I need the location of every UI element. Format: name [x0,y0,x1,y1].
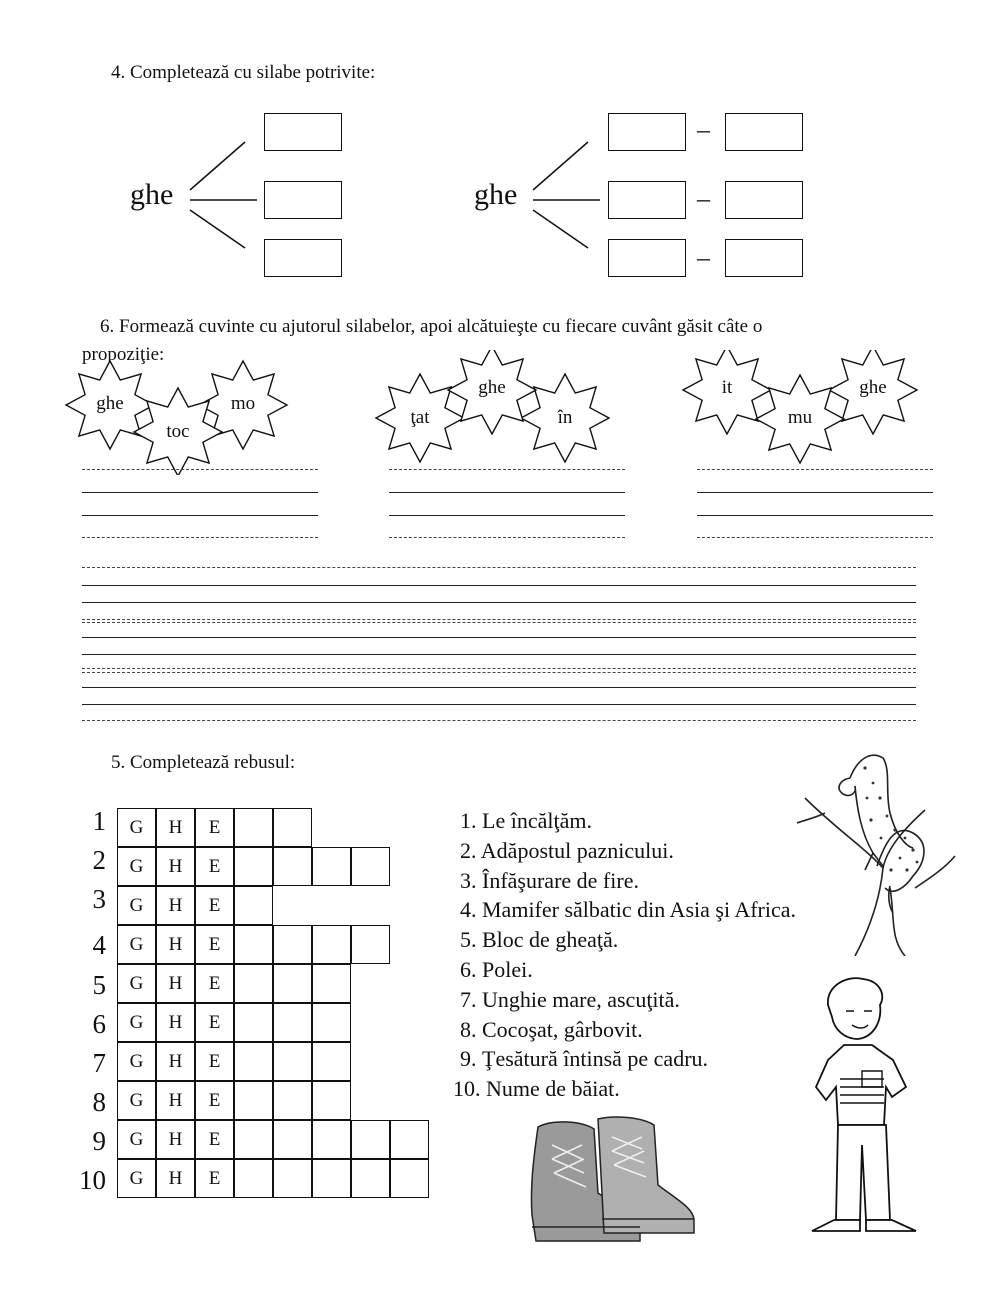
crossword-prefix-cell: G [117,925,156,964]
exercise-6-title: 6. Formează cuvinte cu ajutorul silabelor, apoi alcătuieşte cu fiecare cuvânt găsit câte o [100,316,763,337]
crossword-answer-cell[interactable] [234,1042,273,1081]
clue-10: 10. Nume de băiat. [453,1076,620,1102]
syllable-star-3-1: it [721,377,733,398]
crossword-answer-cell[interactable] [234,1003,273,1042]
answer-box-left-1[interactable] [264,113,342,151]
boy-icon [808,975,930,1237]
crossword-row-number: 6 [92,1009,106,1039]
crossword-answer-cell[interactable] [273,925,312,964]
branch-lines-left [185,138,265,258]
crossword-answer-cell[interactable] [273,1042,312,1081]
crossword-prefix-cell: G [117,1081,156,1120]
answer-box-left-2[interactable] [264,181,342,219]
clue-list [453,806,797,1104]
crossword-row-number: 9 [92,1126,106,1156]
exercise-6-title-cont: propoziţie: [82,344,165,365]
exercise-5-title: 5. Completează rebusul: [111,752,296,773]
crossword-row-number: 4 [92,930,106,960]
syllable-star-2-2: ghe [478,377,506,398]
crossword-answer-cell[interactable] [234,847,273,886]
crossword-prefix-cell: G [117,808,156,847]
crossword-prefix-cell: H [156,847,195,886]
crossword-answer-cell[interactable] [312,1003,351,1042]
crossword-answer-cell[interactable] [312,847,351,886]
crossword-prefix-cell: E [195,886,234,925]
crossword-row-number: 5 [92,970,106,1000]
clue-4: 4. Mamifer sălbatic din Asia şi Africa. [460,897,797,923]
crossword-prefix-cell: E [195,808,234,847]
crossword-prefix-cell: E [195,1120,234,1159]
leopard-on-branch-icon [795,738,957,956]
syllable-root-left: ghe [130,178,174,211]
crossword-prefix-cell: G [117,1120,156,1159]
crossword-prefix-cell: E [195,964,234,1003]
crossword-answer-cell[interactable] [390,1159,429,1198]
crossword-prefix-cell: E [195,1159,234,1198]
crossword-row-number: 1 [92,806,106,836]
crossword-prefix-cell: E [195,1042,234,1081]
clue-1: 1. Le încălţăm. [460,808,592,833]
crossword-row-number: 2 [92,845,106,875]
answer-box-left-3[interactable] [264,239,342,277]
crossword-prefix-cell: H [156,1081,195,1120]
boots-icon [508,1115,698,1255]
syllable-stars [0,350,1000,475]
crossword-answer-cell[interactable] [351,847,390,886]
crossword-answer-cell[interactable] [312,964,351,1003]
crossword-prefix-cell: E [195,1081,234,1120]
crossword-prefix-cell: G [117,1159,156,1198]
crossword-prefix-cell: E [195,847,234,886]
dash-3: – [697,243,710,272]
branch-lines-right [528,138,608,258]
crossword-answer-cell[interactable] [312,1081,351,1120]
answer-box-right-1b[interactable] [725,113,803,151]
answer-box-right-1a[interactable] [608,113,686,151]
crossword-prefix-cell: E [195,1003,234,1042]
crossword-answer-cell[interactable] [273,847,312,886]
crossword-prefix-cell: H [156,1159,195,1198]
clue-6: 6. Polei. [460,956,533,982]
crossword-row-number: 3 [92,884,106,914]
clue-8: 8. Cocoşat, gârbovit. [460,1016,643,1042]
crossword-answer-cell[interactable] [390,1120,429,1159]
syllable-star-3-3: ghe [859,377,887,398]
crossword-prefix-cell: H [156,808,195,847]
crossword-answer-cell[interactable] [234,964,273,1003]
clue-3: 3. Înfăşurare de fire. [460,867,639,893]
crossword-prefix-cell: H [156,1042,195,1081]
crossword-answer-cell[interactable] [234,808,273,847]
crossword-prefix-cell: H [156,886,195,925]
answer-box-right-2a[interactable] [608,181,686,219]
syllable-star-2-1: ţat [410,407,430,428]
crossword-answer-cell[interactable] [234,1159,273,1198]
syllable-root-right: ghe [474,178,518,211]
crossword-prefix-cell: G [117,1042,156,1081]
crossword-answer-cell[interactable] [312,925,351,964]
answer-box-right-2b[interactable] [725,181,803,219]
crossword-answer-cell[interactable] [273,1159,312,1198]
crossword-prefix-cell: H [156,964,195,1003]
clue-9: 9. Ţesătură întinsă pe cadru. [460,1046,709,1072]
crossword-prefix-cell: H [156,1120,195,1159]
clue-7: 7. Unghie mare, ascuţită. [460,986,680,1012]
dash-1: – [697,115,710,144]
answer-box-right-3a[interactable] [608,239,686,277]
crossword-answer-cell[interactable] [234,925,273,964]
crossword-answer-cell[interactable] [312,1042,351,1081]
crossword-answer-cell[interactable] [273,808,312,847]
crossword-prefix-cell: G [117,964,156,1003]
crossword-row-number: 10 [79,1165,106,1195]
crossword-answer-cell[interactable] [273,964,312,1003]
crossword-row-number: 8 [92,1087,106,1117]
crossword-answer-cell[interactable] [351,1159,390,1198]
crossword-answer-cell[interactable] [234,886,273,925]
clue-5: 5. Bloc de gheaţă. [460,927,619,953]
syllable-star-1-3: mo [230,393,256,414]
exercise-4-title: 4. Completează cu silabe potrivite: [111,62,376,83]
crossword-answer-cell[interactable] [351,1120,390,1159]
crossword-answer-cell[interactable] [234,1120,273,1159]
clue-2: 2. Adăpostul paznicului. [460,837,674,863]
crossword-prefix-cell: G [117,1003,156,1042]
crossword-prefix-cell: G [117,886,156,925]
dash-2: – [697,184,710,213]
crossword-answer-cell[interactable] [273,1081,312,1120]
crossword-answer-cell[interactable] [273,1120,312,1159]
crossword-prefix-cell: E [195,925,234,964]
crossword-row-number: 7 [92,1048,106,1078]
syllable-star-2-3: în [557,407,573,428]
crossword-prefix-cell: G [117,847,156,886]
crossword-answer-cell[interactable] [312,1120,351,1159]
crossword-answer-cell[interactable] [234,1081,273,1120]
answer-box-right-3b[interactable] [725,239,803,277]
crossword-answer-cell[interactable] [273,1003,312,1042]
syllable-star-1-1: ghe [96,393,124,414]
crossword-answer-cell[interactable] [312,1159,351,1198]
syllable-star-1-2: toc [166,421,190,442]
crossword-prefix-cell: H [156,925,195,964]
crossword-answer-cell[interactable] [351,925,390,964]
crossword-prefix-cell: H [156,1003,195,1042]
syllable-star-3-2: mu [787,407,813,428]
